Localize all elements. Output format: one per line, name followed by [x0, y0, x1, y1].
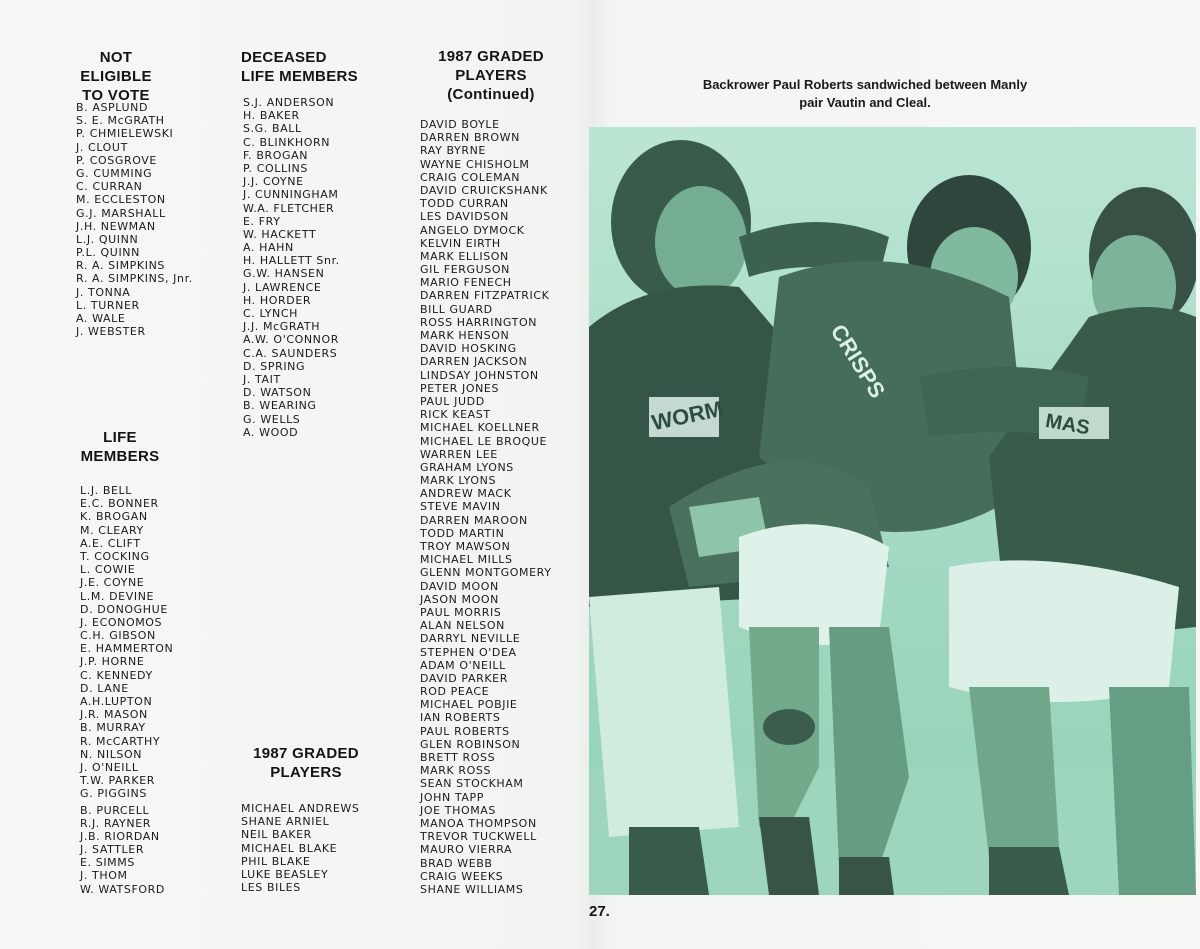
life-member-name: E. SIMMS: [80, 856, 135, 870]
graded-player-name: TREVOR TUCKWELL: [420, 830, 537, 844]
life-member-name: G. PIGGINS: [80, 787, 147, 801]
graded-player-name: RAY BYRNE: [420, 144, 486, 158]
deceased-member-name: J. TAIT: [243, 372, 281, 386]
not-eligible-name: C. CURRAN: [76, 180, 143, 194]
graded-player-name: ANDREW MACK: [420, 487, 512, 501]
life-member-name: B. PURCELL: [80, 803, 150, 817]
life-member-name: R.J. RAYNER: [80, 816, 151, 830]
graded-player-name: MARK LYONS: [420, 474, 497, 488]
graded-player-name: MICHAEL KOELLNER: [420, 421, 540, 435]
deceased-member-name: C. BLINKHORN: [243, 135, 331, 149]
graded-player-name: DAVID MOON: [420, 579, 499, 593]
graded-player-name: MAURO VIERRA: [420, 843, 513, 857]
deceased-member-name: E. FRY: [243, 214, 281, 228]
life-member-name: A.H.LUPTON: [80, 695, 153, 708]
graded-player-name: PAUL JUDD: [420, 394, 485, 408]
graded-player-name: LINDSAY JOHNSTON: [420, 368, 539, 382]
graded-player-name: MARK ELLISON: [420, 249, 509, 263]
deceased-member-name: J.J. McGRATH: [243, 320, 321, 334]
deceased-member-name: A. HAHN: [243, 241, 294, 255]
not-eligible-name: J. WEBSTER: [76, 325, 146, 339]
not-eligible-name: P. COSGROVE: [76, 153, 157, 167]
graded-player-name: WARREN LEE: [420, 447, 498, 461]
life-member-name: E. HAMMERTON: [80, 642, 174, 656]
graded-player-name: ALAN NELSON: [420, 619, 505, 633]
life-member-name: J.B. RIORDAN: [80, 829, 160, 843]
deceased-member-name: D. WATSON: [243, 386, 312, 400]
graded-player-name: DARREN BROWN: [420, 131, 520, 145]
graded-players-heading: 1987 GRADED PLAYERS: [253, 745, 359, 781]
life-members-heading: LIFE MEMBERS: [80, 429, 160, 465]
graded-player-name: BILL GUARD: [420, 302, 493, 316]
graded-player-name: RICK KEAST: [420, 408, 491, 422]
not-eligible-name: P.L. QUINN: [76, 246, 140, 260]
graded-players-continued-heading: 1987 GRADED PLAYERS (Continued): [438, 48, 544, 103]
life-member-name: J.R. MASON: [80, 708, 148, 722]
life-member-name: T. COCKING: [80, 549, 150, 563]
life-member-name: J. SATTLER: [80, 843, 145, 857]
graded-player-name: MARIO FENECH: [420, 276, 512, 290]
not-eligible-name: J.H. NEWMAN: [76, 219, 156, 233]
life-member-name: L. COWIE: [80, 563, 136, 577]
deceased-member-name: J.J. COYNE: [243, 175, 304, 189]
graded-player-name: DARREN MAROON: [420, 513, 528, 527]
page-number: 27.: [589, 903, 610, 920]
graded-player-name: MICHAEL ANDREWS: [241, 802, 360, 815]
match-photo-illustration: [589, 127, 1196, 895]
graded-player-name: STEVE MAVIN: [420, 500, 501, 514]
life-member-name: L.M. DEVINE: [80, 589, 155, 603]
graded-player-name: SHANE WILLIAMS: [420, 882, 524, 896]
deceased-member-name: F. BROGAN: [243, 148, 309, 162]
graded-player-name: JASON MOON: [420, 592, 499, 606]
deceased-member-name: S.G. BALL: [243, 122, 302, 136]
life-member-name: K. BROGAN: [80, 510, 148, 524]
life-member-name: D. DONOGHUE: [80, 602, 168, 616]
deceased-member-name: D. SPRING: [243, 359, 306, 373]
deceased-member-name: P. COLLINS: [243, 161, 308, 175]
not-eligible-name: B. ASPLUND: [76, 101, 149, 114]
match-photo: [589, 127, 1196, 895]
graded-player-name: NEIL BAKER: [241, 828, 312, 842]
graded-player-name: MARK HENSON: [420, 329, 510, 342]
graded-player-name: GLEN ROBINSON: [420, 737, 521, 751]
photo-caption: Backrower Paul Roberts sandwiched between Manly pair Vautin and Cleal.: [702, 77, 1028, 110]
not-eligible-name: J. TONNA: [76, 285, 131, 299]
graded-player-name: ROSS HARRINGTON: [420, 315, 538, 329]
life-member-name: J. THOM: [80, 869, 128, 883]
deceased-member-name: A. WOOD: [243, 425, 299, 439]
deceased-member-name: H. HORDER: [243, 293, 312, 307]
not-eligible-name: M. ECCLESTON: [76, 193, 166, 207]
life-member-name: N. NILSON: [80, 747, 143, 761]
not-eligible-name: L. TURNER: [76, 298, 140, 312]
graded-player-name: BRAD WEBB: [420, 856, 493, 870]
deceased-member-name: G. WELLS: [243, 412, 301, 426]
life-member-name: J. ECONOMOS: [80, 615, 163, 629]
life-member-name: J.P. HORNE: [80, 655, 145, 669]
graded-player-name: MICHAEL LE BROQUE: [420, 434, 548, 448]
deceased-member-name: J. LAWRENCE: [243, 280, 322, 294]
life-member-name: W. WATSFORD: [80, 882, 165, 896]
graded-player-name: STEPHEN O'DEA: [420, 645, 517, 659]
graded-player-name: PAUL ROBERTS: [420, 724, 510, 738]
life-member-name: L.J. BELL: [80, 484, 133, 497]
graded-player-name: MICHAEL BLAKE: [241, 841, 338, 855]
graded-player-name: DARRYL NEVILLE: [420, 632, 521, 646]
graded-player-name: ANGELO DYMOCK: [420, 223, 525, 237]
life-member-name: B. MURRAY: [80, 721, 146, 735]
life-member-name: E.C. BONNER: [80, 497, 159, 511]
graded-player-name: TODD MARTIN: [420, 526, 505, 540]
life-member-name: J. O'NEILL: [80, 760, 139, 774]
life-member-name: M. CLEARY: [80, 523, 144, 537]
graded-player-name: TODD CURRAN: [420, 197, 509, 211]
graded-player-name: GIL FERGUSON: [420, 263, 510, 277]
not-eligible-name: A. WALE: [76, 312, 126, 325]
not-eligible-name: G.J. MARSHALL: [76, 206, 166, 220]
life-member-name: D. LANE: [80, 681, 129, 695]
graded-player-name: MICHAEL POBJIE: [420, 698, 518, 712]
graded-player-name: TROY MAWSON: [420, 540, 511, 553]
graded-player-name: CRAIG COLEMAN: [420, 170, 521, 184]
not-eligible-name: L.J. QUINN: [76, 232, 139, 246]
graded-player-name: PAUL MORRIS: [420, 605, 502, 619]
graded-player-name: MARK ROSS: [420, 764, 492, 778]
graded-player-name: LES DAVIDSON: [420, 210, 509, 224]
not-eligible-name: J. CLOUT: [76, 140, 128, 154]
graded-player-name: DAVID CRUICKSHANK: [420, 183, 548, 197]
deceased-member-name: C. LYNCH: [243, 307, 299, 320]
left-jersey-text: WORM: [649, 395, 726, 436]
deceased-life-members-heading: DECEASED LIFE MEMBERS: [241, 49, 358, 85]
deceased-member-name: B. WEARING: [243, 399, 317, 413]
life-member-name: T.W. PARKER: [80, 774, 156, 788]
graded-player-name: SEAN STOCKHAM: [420, 777, 524, 791]
deceased-member-name: C.A. SAUNDERS: [243, 346, 338, 360]
graded-players-continued-list: [420, 118, 552, 896]
graded-player-name: JOHN TAPP: [420, 790, 484, 804]
graded-player-name: MICHAEL MILLS: [420, 553, 513, 567]
deceased-life-members-list: [243, 96, 340, 439]
deceased-member-name: W. HACKETT: [243, 227, 317, 241]
life-member-name: J.E. COYNE: [80, 576, 145, 590]
not-eligible-heading: NOT ELIGIBLE TO VOTE: [80, 49, 152, 104]
deceased-member-name: S.J. ANDERSON: [243, 96, 335, 109]
right-jersey-text: MAS: [1043, 410, 1092, 440]
graded-player-name: PHIL BLAKE: [241, 854, 311, 868]
graded-player-name: LUKE BEASLEY: [241, 867, 329, 881]
graded-player-name: BRETT ROSS: [420, 751, 496, 764]
deceased-member-name: J. CUNNINGHAM: [243, 188, 339, 202]
deceased-member-name: A.W. O'CONNOR: [243, 333, 340, 347]
deceased-member-name: W.A. FLETCHER: [243, 201, 335, 215]
not-eligible-name: P. CHMIELEWSKI: [76, 127, 174, 141]
center-jersey-text: CRISPS: [825, 319, 891, 403]
graded-player-name: KELVIN EIRTH: [420, 236, 501, 250]
not-eligible-name: G. CUMMING: [76, 166, 153, 180]
graded-player-name: DARREN FITZPATRICK: [420, 289, 550, 303]
graded-player-name: IAN ROBERTS: [420, 711, 501, 725]
graded-player-name: PETER JONES: [420, 381, 500, 395]
graded-player-name: DAVID HOSKING: [420, 342, 517, 356]
graded-player-name: ROD PEACE: [420, 685, 490, 699]
graded-player-name: JOE THOMAS: [420, 803, 496, 817]
graded-player-name: LES BILES: [241, 881, 301, 895]
deceased-member-name: H. HALLETT Snr.: [243, 254, 340, 268]
not-eligible-name: S. E. McGRATH: [76, 114, 165, 128]
graded-player-name: MANOA THOMPSON: [420, 816, 537, 830]
graded-player-name: WAYNE CHISHOLM: [420, 157, 530, 171]
deceased-member-name: G.W. HANSEN: [243, 267, 325, 281]
graded-player-name: DAVID PARKER: [420, 671, 508, 685]
life-members-list: [80, 484, 173, 896]
life-member-name: C.H. GIBSON: [80, 629, 156, 643]
graded-player-name: SHANE ARNIEL: [241, 815, 330, 829]
life-member-name: A.E. CLIFT: [80, 536, 141, 550]
life-member-name: R. McCARTHY: [80, 734, 161, 748]
graded-player-name: DARREN JACKSON: [420, 355, 528, 369]
not-eligible-name: R. A. SIMPKINS: [76, 259, 165, 273]
not-eligible-list: [76, 101, 193, 338]
graded-player-name: GLENN MONTGOMERY: [420, 566, 552, 580]
life-member-name: C. KENNEDY: [80, 668, 153, 682]
deceased-member-name: H. BAKER: [243, 109, 300, 123]
graded-player-name: CRAIG WEEKS: [420, 869, 504, 883]
graded-player-name: ADAM O'NEILL: [420, 658, 506, 672]
not-eligible-name: R. A. SIMPKINS, Jnr.: [76, 272, 193, 286]
graded-player-name: GRAHAM LYONS: [420, 460, 514, 474]
graded-player-name: DAVID BOYLE: [420, 118, 500, 131]
graded-players-list: [241, 802, 359, 894]
